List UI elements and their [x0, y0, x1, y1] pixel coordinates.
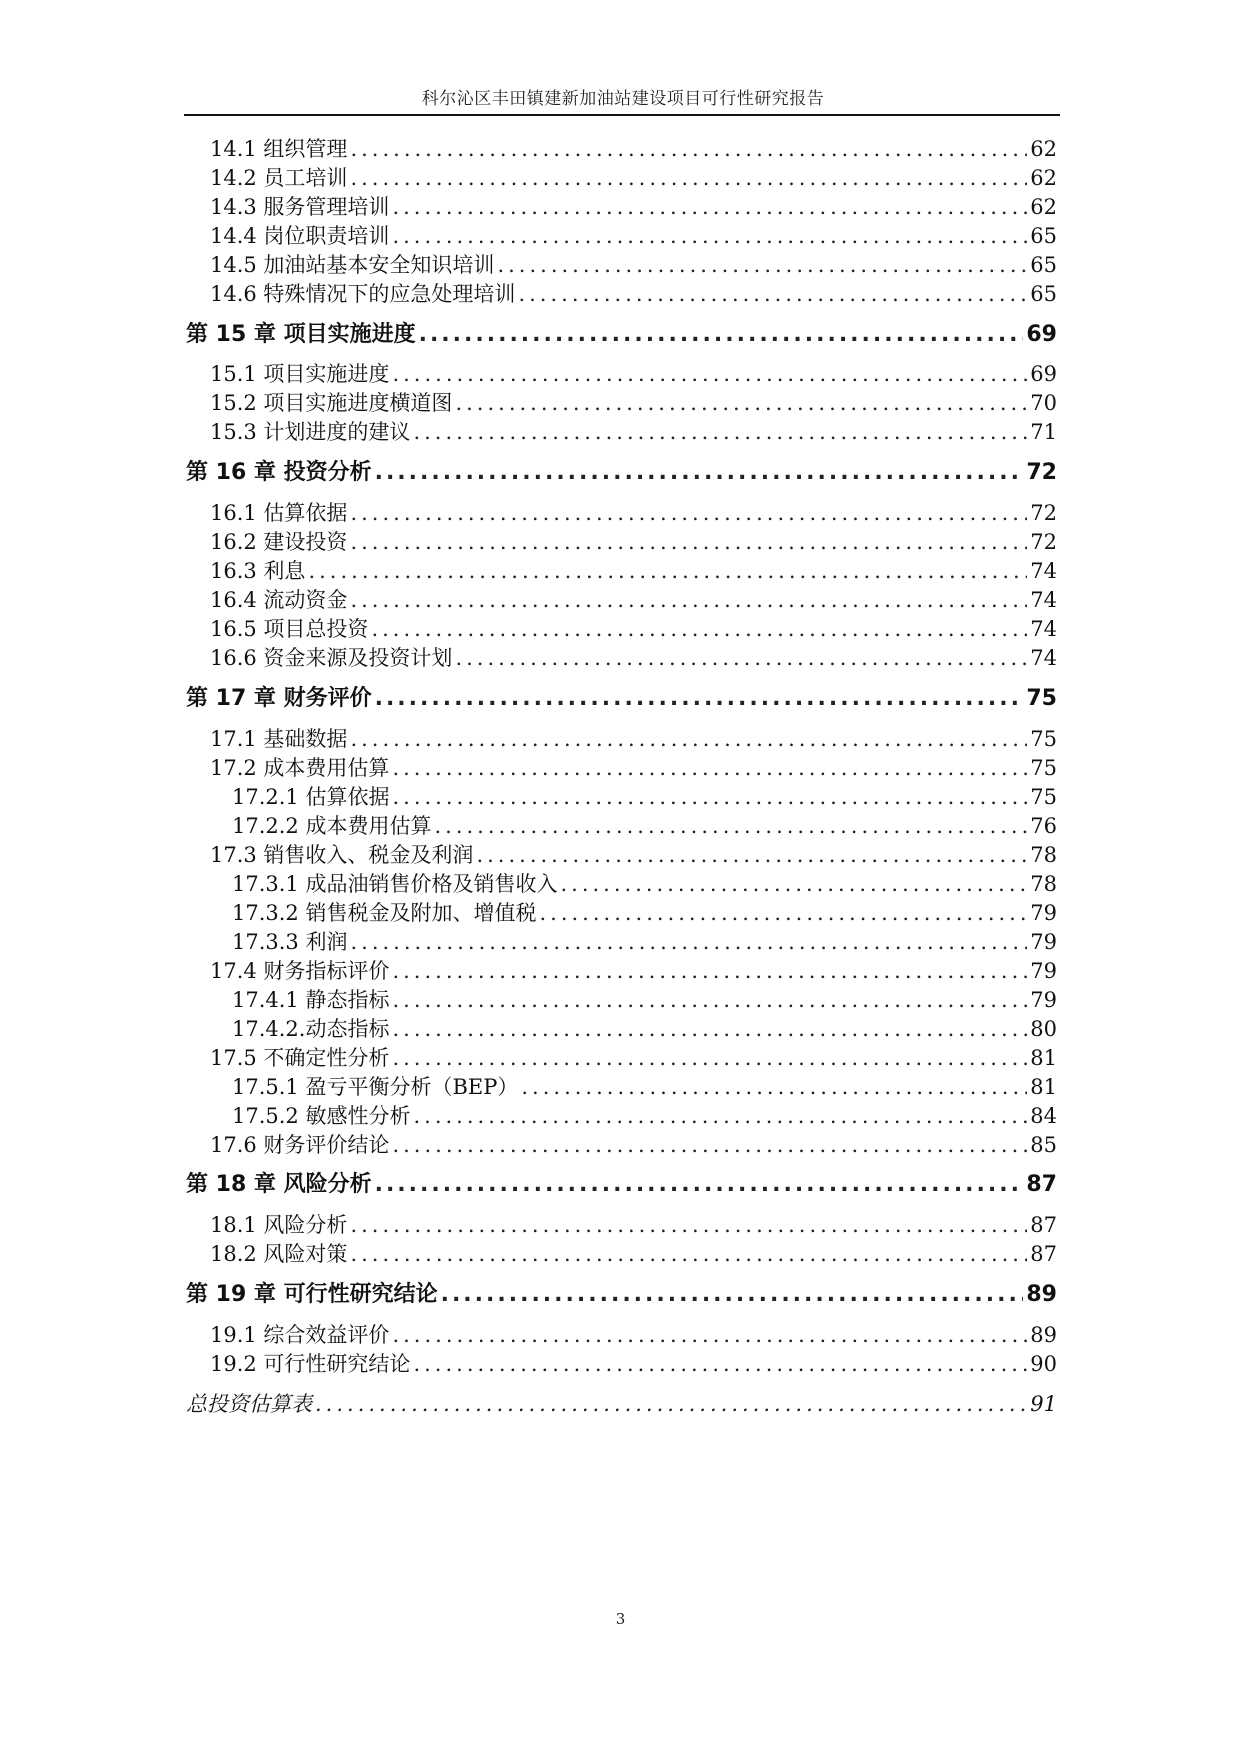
toc-entry-title: 第 15 章 项目实施进度 [186, 322, 416, 347]
toc-entry-title: 14.1 组织管理 [210, 137, 348, 161]
toc-entry-title: 17.3.1 成品油销售价格及销售收入 [232, 872, 558, 896]
toc-entry-page: 62 [1030, 166, 1057, 190]
toc-entry-page: 74 [1030, 559, 1057, 583]
toc-entry[interactable] [210, 417, 1057, 447]
toc-entry-title: 19.2 可行性研究结论 [210, 1352, 411, 1376]
toc-entry-page: 65 [1030, 253, 1057, 277]
toc-entry-title: 17.4 财务指标评价 [210, 959, 390, 983]
toc-entry-page: 74 [1030, 646, 1057, 670]
dot-leader [392, 753, 1027, 783]
toc-entry-title: 17.4.2.动态指标 [232, 1017, 390, 1041]
toc-entry[interactable] [210, 753, 1057, 783]
toc-entry[interactable] [210, 1043, 1057, 1073]
toc-entry-page: 62 [1030, 137, 1057, 161]
toc-entry[interactable] [210, 585, 1057, 615]
toc-entry-title: 第 19 章 可行性研究结论 [186, 1282, 438, 1307]
toc-entry-page: 79 [1030, 901, 1057, 925]
dot-leader [350, 527, 1027, 557]
dot-leader [392, 192, 1027, 222]
toc-entry-page: 65 [1030, 224, 1057, 248]
dot-leader [350, 1239, 1027, 1269]
dot-leader [350, 134, 1027, 164]
dot-leader [539, 898, 1027, 928]
toc-entry-title: 14.3 服务管理培训 [210, 195, 390, 219]
toc-entry-page: 89 [1030, 1323, 1057, 1347]
toc-entry-page: 80 [1030, 1017, 1057, 1041]
dot-leader [315, 1389, 1027, 1419]
toc-entry-page: 76 [1030, 814, 1057, 838]
toc-chapter-entry[interactable] [186, 684, 1057, 714]
toc-subentry[interactable] [232, 811, 1057, 841]
toc-entry-page: 69 [1026, 322, 1057, 347]
toc-entry-page: 85 [1030, 1133, 1057, 1157]
toc-entry-page: 91 [1030, 1392, 1057, 1416]
toc-entry-title: 17.5.1 盈亏平衡分析（BEP） [232, 1075, 519, 1099]
toc-entry-title: 17.6 财务评价结论 [210, 1133, 390, 1157]
toc-entry[interactable] [210, 1210, 1057, 1240]
dot-leader [392, 782, 1027, 812]
dot-leader [350, 927, 1027, 957]
toc-subentry[interactable] [232, 782, 1057, 812]
toc-entry[interactable] [210, 163, 1057, 193]
dot-leader [350, 1210, 1027, 1240]
toc-entry-page: 87 [1030, 1242, 1057, 1266]
toc-entry[interactable] [210, 1239, 1057, 1269]
dot-leader [476, 840, 1027, 870]
toc-entry-page: 65 [1030, 282, 1057, 306]
toc-entry[interactable] [210, 279, 1057, 309]
toc-entry-page: 72 [1026, 460, 1057, 485]
toc-entry[interactable] [210, 1349, 1057, 1379]
toc-entry-page: 74 [1030, 588, 1057, 612]
toc-entry-title: 17.2.2 成本费用估算 [232, 814, 432, 838]
dot-leader [434, 811, 1027, 841]
toc-entry-page: 81 [1030, 1046, 1057, 1070]
page-number: 3 [615, 1610, 626, 1628]
dot-leader [375, 458, 1024, 488]
toc-entry-page: 89 [1026, 1282, 1057, 1307]
toc-entry[interactable] [210, 956, 1057, 986]
dot-leader [375, 1170, 1024, 1200]
dot-leader [560, 869, 1027, 899]
dot-leader [455, 643, 1027, 673]
toc-entry-title: 17.3.3 利润 [232, 930, 348, 954]
toc-entry-page: 79 [1030, 988, 1057, 1012]
toc-entry-title: 19.1 综合效益评价 [210, 1323, 390, 1347]
toc-subentry[interactable] [232, 1101, 1057, 1131]
toc-entry-title: 14.6 特殊情况下的应急处理培训 [210, 282, 516, 306]
toc-appendix-entry[interactable] [186, 1389, 1057, 1419]
toc-entry-title: 17.5.2 敏感性分析 [232, 1104, 411, 1128]
dot-leader [441, 1280, 1024, 1310]
dot-leader [419, 320, 1024, 350]
toc-entry-page: 72 [1030, 501, 1057, 525]
dot-leader [413, 1349, 1027, 1379]
toc-entry-title: 16.2 建设投资 [210, 530, 348, 554]
toc-entry-title: 16.6 资金来源及投资计划 [210, 646, 453, 670]
toc-entry-page: 72 [1030, 530, 1057, 554]
toc-entry[interactable] [210, 643, 1057, 673]
toc-entry[interactable] [210, 221, 1057, 251]
toc-entry-page: 69 [1030, 362, 1057, 386]
toc-entry-title: 第 17 章 财务评价 [186, 686, 372, 711]
toc-entry-page: 75 [1026, 686, 1057, 711]
dot-leader [350, 724, 1027, 754]
dot-leader [308, 556, 1027, 586]
dot-leader [413, 1101, 1027, 1131]
toc-entry-title: 17.2 成本费用估算 [210, 756, 390, 780]
toc-subentry[interactable] [232, 1072, 1057, 1102]
toc-entry[interactable] [210, 556, 1057, 586]
dot-leader [350, 498, 1027, 528]
toc-subentry[interactable] [232, 1014, 1057, 1044]
toc-entry-page: 84 [1030, 1104, 1057, 1128]
dot-leader [392, 1130, 1027, 1160]
dot-leader [350, 163, 1027, 193]
toc-entry-page: 75 [1030, 785, 1057, 809]
running-header: 科尔沁区丰田镇建新加油站建设项目可行性研究报告 [421, 89, 825, 109]
toc-entry-title: 17.2.1 估算依据 [232, 785, 390, 809]
toc-entry[interactable] [210, 359, 1057, 389]
toc-entry-page: 62 [1030, 195, 1057, 219]
dot-leader [413, 417, 1027, 447]
toc-entry-title: 总投资估算表 [186, 1392, 312, 1416]
toc-chapter-entry[interactable] [186, 320, 1057, 350]
toc-entry-title: 17.3.2 销售税金及附加、增值税 [232, 901, 537, 925]
toc-entry[interactable] [210, 134, 1057, 164]
dot-leader [392, 1043, 1027, 1073]
toc-entry-title: 18.2 风险对策 [210, 1242, 348, 1266]
toc-entry-title: 16.1 估算依据 [210, 501, 348, 525]
toc-entry-page: 81 [1030, 1075, 1057, 1099]
toc-subentry[interactable] [232, 898, 1057, 928]
toc-entry-title: 16.4 流动资金 [210, 588, 348, 612]
toc-entry-title: 17.3 销售收入、税金及利润 [210, 843, 474, 867]
toc-subentry[interactable] [232, 927, 1057, 957]
toc-entry-title: 16.5 项目总投资 [210, 617, 369, 641]
toc-subentry[interactable] [232, 985, 1057, 1015]
toc-entry-page: 75 [1030, 727, 1057, 751]
toc-entry-title: 14.5 加油站基本安全知识培训 [210, 253, 495, 277]
toc-entry-page: 74 [1030, 617, 1057, 641]
toc-entry-title: 17.1 基础数据 [210, 727, 348, 751]
toc-entry-page: 70 [1030, 391, 1057, 415]
toc-entry[interactable] [210, 840, 1057, 870]
dot-leader [392, 1014, 1027, 1044]
toc-entry[interactable] [210, 192, 1057, 222]
dot-leader [350, 585, 1027, 615]
toc-entry[interactable] [210, 1130, 1057, 1160]
toc-chapter-entry[interactable] [186, 458, 1057, 488]
toc-entry-title: 16.3 利息 [210, 559, 306, 583]
dot-leader [392, 359, 1027, 389]
dot-leader [375, 684, 1024, 714]
dot-leader [392, 1320, 1027, 1350]
toc-entry-title: 17.4.1 静态指标 [232, 988, 390, 1012]
toc-entry-title: 18.1 风险分析 [210, 1213, 348, 1237]
toc-entry-page: 79 [1030, 930, 1057, 954]
toc-entry-page: 78 [1030, 843, 1057, 867]
toc-entry[interactable] [210, 250, 1057, 280]
toc-chapter-entry[interactable] [186, 1280, 1057, 1310]
toc-subentry[interactable] [232, 869, 1057, 899]
toc-entry-page: 75 [1030, 756, 1057, 780]
toc-entry-title: 15.3 计划进度的建议 [210, 420, 411, 444]
toc-entry-page: 87 [1030, 1213, 1057, 1237]
dot-leader [392, 221, 1027, 251]
toc-entry[interactable] [210, 388, 1057, 418]
toc-entry-title: 15.2 项目实施进度横道图 [210, 391, 453, 415]
dot-leader [392, 956, 1027, 986]
dot-leader [521, 1072, 1027, 1102]
toc-entry-title: 14.4 岗位职责培训 [210, 224, 390, 248]
toc-entry-page: 87 [1026, 1172, 1057, 1197]
toc-entry-title: 17.5 不确定性分析 [210, 1046, 390, 1070]
toc-entry-page: 90 [1030, 1352, 1057, 1376]
dot-leader [455, 388, 1027, 418]
toc-entry-page: 78 [1030, 872, 1057, 896]
toc-entry[interactable] [210, 527, 1057, 557]
toc-entry[interactable] [210, 1320, 1057, 1350]
toc-entry[interactable] [210, 498, 1057, 528]
toc-entry[interactable] [210, 614, 1057, 644]
dot-leader [392, 985, 1027, 1015]
toc-entry-title: 第 16 章 投资分析 [186, 460, 372, 485]
toc-entry-title: 14.2 员工培训 [210, 166, 348, 190]
toc-chapter-entry[interactable] [186, 1170, 1057, 1200]
toc-entry-title: 15.1 项目实施进度 [210, 362, 390, 386]
dot-leader [497, 250, 1027, 280]
dot-leader [518, 279, 1027, 309]
toc-entry-page: 79 [1030, 959, 1057, 983]
dot-leader [371, 614, 1027, 644]
toc-entry[interactable] [210, 724, 1057, 754]
toc-entry-page: 71 [1030, 420, 1057, 444]
toc-entry-title: 第 18 章 风险分析 [186, 1172, 372, 1197]
